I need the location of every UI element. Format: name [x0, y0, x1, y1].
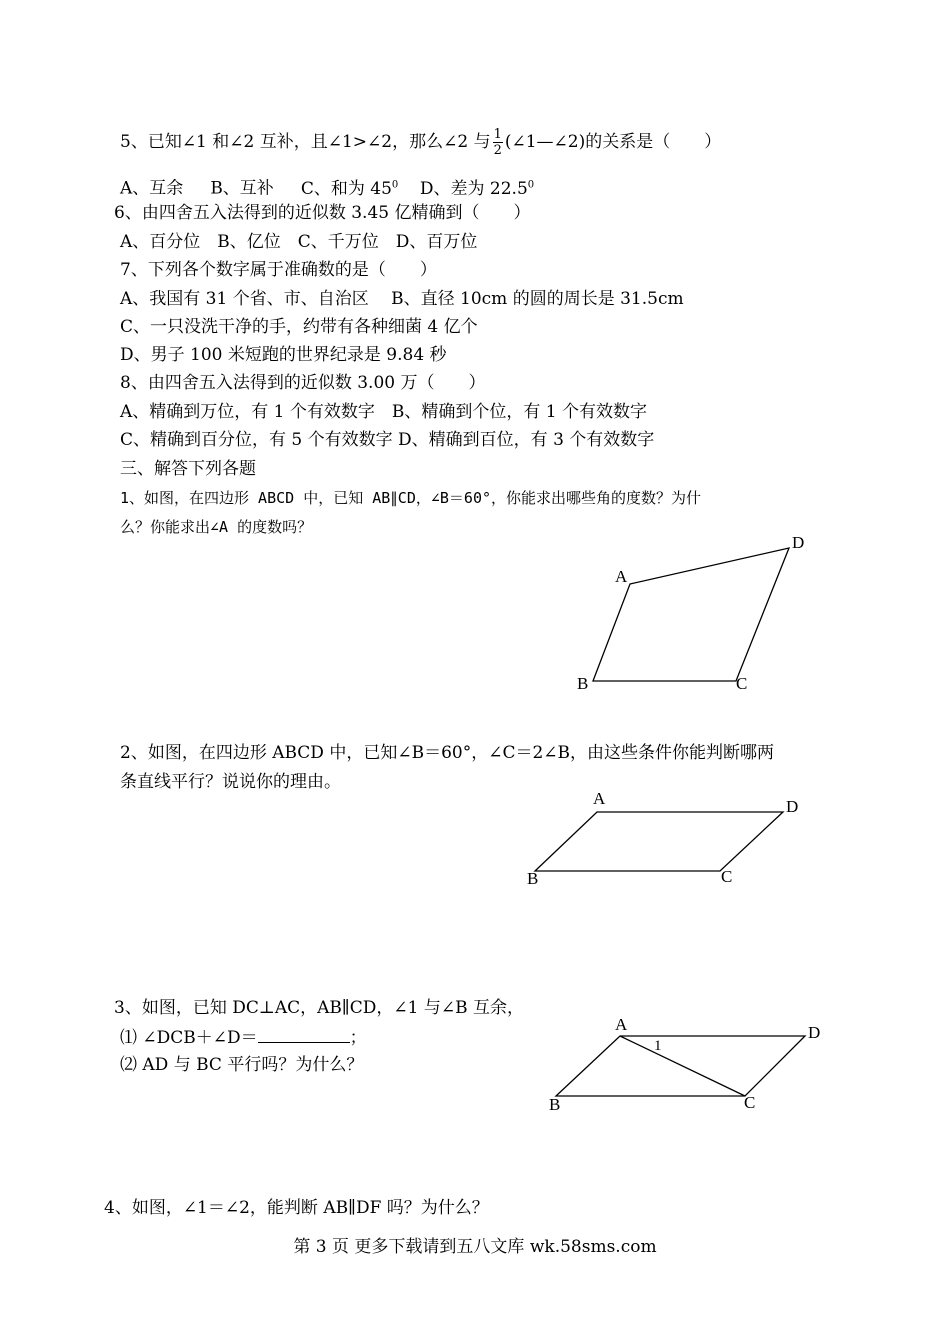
problem3-sub2: ⑵ AD 与 BC 平行吗？为什么？ [120, 1055, 364, 1075]
q5-option-c: C、和为 $45^0$ [300, 178, 399, 199]
figure3-label-b: B [549, 1095, 561, 1114]
figure3-label-a: A [615, 1015, 628, 1034]
q7-option-d: D、男子 100 米短跑的世界纪录是 9.84 秒 [120, 345, 447, 365]
q7-option-c: C、一只没洗干净的手，约带有各种细菌 4 亿个 [120, 317, 478, 337]
problem3-sub1: ⑴ ∠DCB＋∠D＝ ； [120, 1028, 367, 1048]
problem1-line1: 1、如图，在四边形 ABCD 中，已知 AB∥CD，∠B＝60°，你能求出哪些角的度数？为什 [120, 489, 702, 507]
section3-title: 三、解答下列各题 [120, 459, 256, 479]
q5-option-d: D、差为 22.5$^0$ [419, 178, 535, 199]
q8-stem: 8、由四舍五入法得到的近似数 3.00 万（ ） [120, 373, 486, 393]
q6-stem: 6、由四舍五入法得到的近似数 3.45 亿精确到（ ） [114, 203, 531, 223]
q8-options-ab: A、精确到万位，有 1 个有效数字 B、精确到个位，有 1 个有效数字 [120, 402, 648, 422]
problem3-line1: 3、如图，已知 DC⊥AC，AB∥CD，∠1 与∠B 互余， [114, 998, 524, 1018]
figure1-label-a: A [615, 567, 628, 586]
figure3-angle-1-label: 1 [654, 1038, 662, 1054]
q5-stem-a: 5、已知∠1 和∠2 互补，且∠1>∠2，那么∠2 与 [120, 132, 491, 152]
q7-stem: 7、下列各个数字属于准确数的是（ ） [120, 260, 437, 280]
q7-options-ab: A、我国有 31 个省、市、自治区 B、直径 10cm 的圆的周长是 31.5cm [120, 289, 684, 309]
q5-stem-b: (∠1—∠2)的关系是（ ） [504, 132, 722, 152]
problem2-line2: 条直线平行？说说你的理由。 [120, 772, 341, 792]
q5-option-a: A、互余 [120, 178, 184, 199]
figure2-label-b: B [527, 869, 539, 888]
figure3-label-c: C [744, 1093, 756, 1112]
figure3-diagonal-ac [620, 1036, 745, 1096]
q6-options: A、百分位 B、亿位 C、千万位 D、百万位 [120, 232, 478, 252]
q5-option-b: B、互补 [210, 178, 274, 199]
figure1-label-b: B [577, 674, 589, 693]
q8-options-cd: C、精确到百分位，有 5 个有效数字 D、精确到百位，有 3 个有效数字 [120, 430, 655, 450]
figure1-label-c: C [736, 674, 748, 693]
figure2-label-a: A [593, 789, 606, 808]
q5-fraction: $\frac{1}{2}$ [493, 127, 502, 158]
figure3-label-d: D [808, 1023, 821, 1042]
problem2-line1: 2、如图，在四边形 ABCD 中，已知∠B＝60°，∠C＝2∠B，由这些条件你能判断哪两 [120, 743, 775, 763]
problem4-line1: 4、如图，∠1＝∠2，能判断 AB∥DF 吗？为什么？ [104, 1198, 489, 1218]
figure1-label-d: D [792, 533, 805, 552]
figure3-shape [556, 1036, 805, 1096]
figure2-label-d: D [786, 797, 799, 816]
page-footer: 第 3 页 更多下载请到五八文库 wk.58sms.com [293, 1237, 657, 1257]
problem1-line2: 么？你能求出∠A 的度数吗？ [120, 518, 313, 536]
figure2-label-c: C [721, 867, 733, 886]
